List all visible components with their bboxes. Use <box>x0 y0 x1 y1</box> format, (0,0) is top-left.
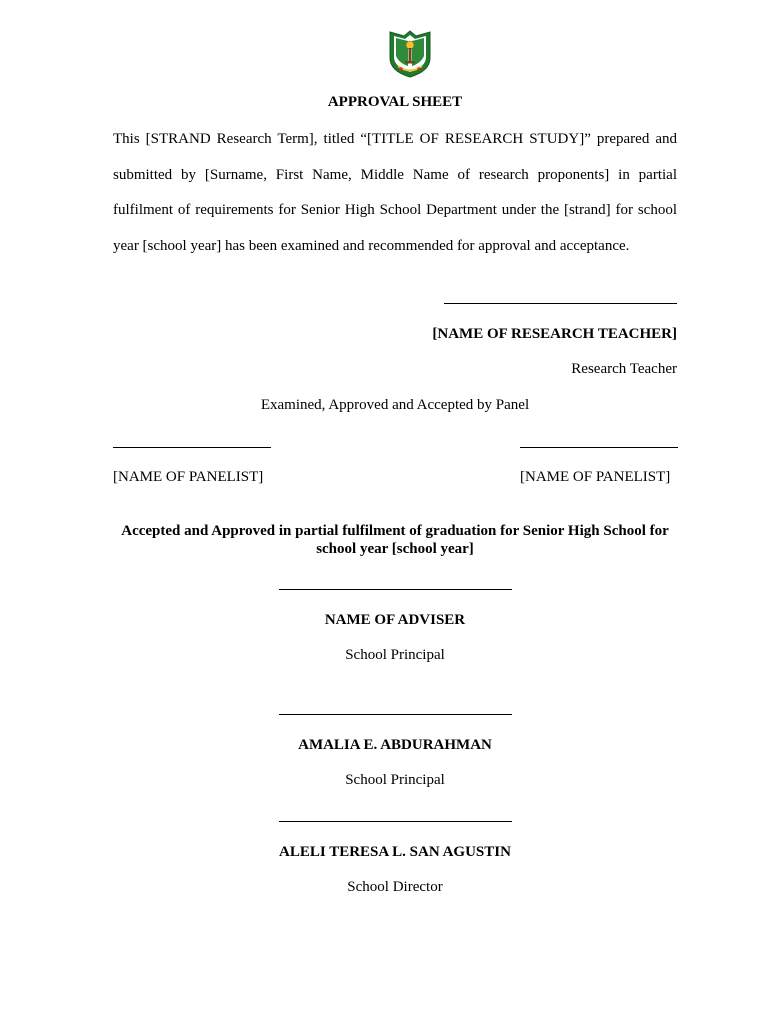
principal-role: School Principal <box>345 772 445 788</box>
page-title: APPROVAL SHEET <box>327 94 463 110</box>
panelist-signature-line-right <box>520 447 678 448</box>
director-role: School Director <box>347 879 443 895</box>
adviser-role: School Principal <box>345 647 445 663</box>
panelist-signature-line-left <box>113 447 271 448</box>
research-teacher-role: Research Teacher <box>571 361 677 377</box>
panelist-name-right: [NAME OF PANELIST] <box>520 469 671 485</box>
panelist-name-left: [NAME OF PANELIST] <box>113 469 264 485</box>
research-teacher-signature-line <box>444 303 677 304</box>
adviser-signature-line <box>279 589 512 590</box>
principal-name: AMALIA E. ABDURAHMAN <box>298 737 492 753</box>
research-teacher-name: [NAME OF RESEARCH TEACHER] <box>432 326 677 342</box>
panel-heading: Examined, Approved and Accepted by Panel <box>260 397 530 413</box>
school-seal-icon <box>387 28 433 78</box>
principal-signature-line <box>279 714 512 715</box>
acceptance-note: Accepted and Approved in partial fulfilment of graduation for Senior High School for school year [school year] <box>121 523 669 557</box>
adviser-name: NAME OF ADVISER <box>324 612 466 628</box>
school-seal-logo <box>387 28 433 78</box>
director-name: ALELI TERESA L. SAN AGUSTIN <box>279 844 511 860</box>
approval-paragraph: This [STRAND Research Term], titled “[TITLE OF RESEARCH STUDY]” prepared and submitted by [Surname, First Name, Middle Name of research proponents] in partial fulfilment of requirements for Senior High School Department under the [strand] for school year [school year] has been examined and recommended for approval and acceptance. <box>113 131 677 254</box>
director-signature-line <box>279 821 512 822</box>
